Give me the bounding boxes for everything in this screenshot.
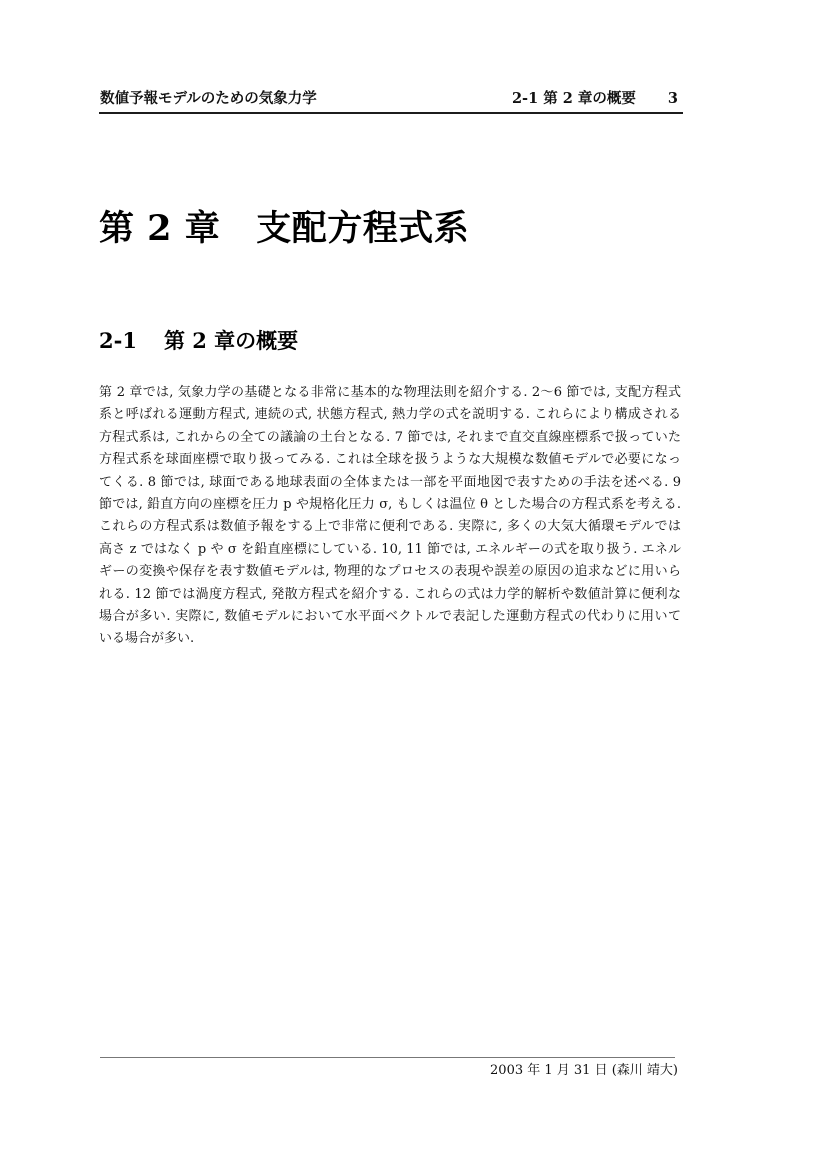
paragraph-line: 場合が多い. 実際に, 数値モデルにおいて水平面ベクトルで表記した運動方程式の代わりに用いて [99,609,681,625]
section-number: 2-1 [99,328,137,353]
paragraph-line: れる. 12 節では渦度方程式, 発散方程式を紹介する. これらの式は力学的解析や数値計算に便利な [99,586,682,602]
header-rule [99,112,683,114]
header-right-group [512,90,678,107]
paragraph-line: ギーの変換や保存を表す数値モデルは, 物理的なプロセスの表現や誤差の原因の追求などに用いら [99,564,681,580]
section-title: 第 2 章の概要 [163,328,299,353]
chapter-number: 第 2 章 [99,208,221,249]
paragraph-line: 節では, 鉛直方向の座標を圧力 p や規格化圧力 σ, もしくは温位 θ とした場合の方程式系を考える. [99,497,681,513]
paragraph-line: 方程式系は, これからの全ての議論の土台となる. 7 節では, それまで直交直線座標系で扱っていた [99,429,681,445]
paragraph-line: 第 2 章では, 気象力学の基礎となる非常に基本的な物理法則を紹介する. 2〜6 節では, 支配方程式 [99,385,681,400]
paragraph-line: 系と呼ばれる運動方程式, 連続の式, 状態方程式, 熱力学の式を説明する. これらにより構成される [99,407,681,423]
paragraph-line: いる場合が多い. [99,631,195,647]
body-paragraph [99,382,681,651]
header-section-label: 2-1 第 2 章の概要 [511,90,636,107]
paragraph-line: これらの方程式系は数値予報をする上で非常に便利である. 実際に, 多くの大気大循環モデルでは [99,519,681,535]
chapter-heading [99,208,469,250]
footer-date-author: 2003 年 1 月 31 日 (森川 靖大) [490,1063,678,1078]
paragraph-line: てくる. 8 節では, 球面である地球表面の全体または一部を平面地図で表すための手法を述べる. 9 [99,474,681,490]
section-heading [99,328,298,353]
running-header [100,90,678,107]
page-number: 3 [667,90,678,107]
paragraph-line: 高さ z ではなく p や σ を鉛直座標にしている. 10, 11 節では, エネルギーの式を取り扱う. エネル [99,541,681,557]
header-document-title: 数値予報モデルのための気象力学 [100,90,317,107]
footer [100,1063,678,1080]
footer-rule [100,1057,675,1058]
chapter-title: 支配方程式系 [256,208,470,249]
paragraph-line: 方程式系を球面座標で取り扱ってみる. これは全球を扱うような大規模な数値モデルで必要になっ [99,452,681,468]
